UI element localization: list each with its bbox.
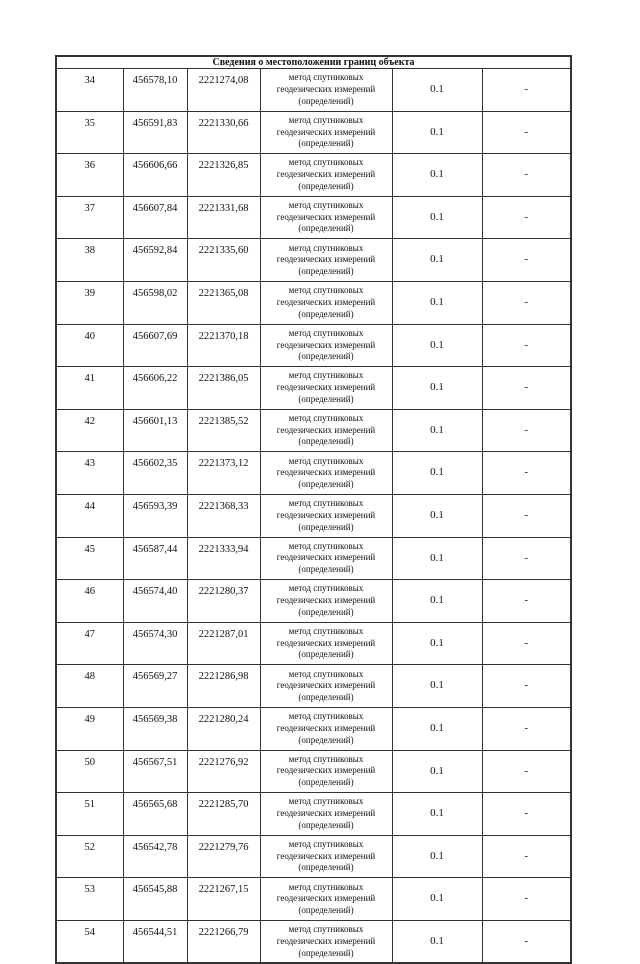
coordinate-x: 456569,27 <box>123 665 187 708</box>
coordinate-x: 456606,22 <box>123 367 187 410</box>
note-value: - <box>482 452 571 495</box>
point-number: 38 <box>56 239 123 282</box>
accuracy-value: 0.1 <box>392 537 482 580</box>
table-row <box>56 367 571 410</box>
method-line-1: метод спутниковых <box>288 242 364 253</box>
note-value: - <box>482 196 571 239</box>
determination-method <box>260 281 392 324</box>
determination-method <box>260 69 392 112</box>
coordinate-y: 2221335,60 <box>187 239 260 282</box>
note-value: - <box>482 154 571 197</box>
method-line-3: (определений) <box>298 777 354 788</box>
table-row <box>56 239 571 282</box>
note-value: - <box>482 239 571 282</box>
note-value: - <box>482 281 571 324</box>
accuracy-value: 0.1 <box>392 154 482 197</box>
method-line-2: геодезических измерений <box>276 169 376 180</box>
determination-method <box>260 622 392 665</box>
accuracy-value: 0.1 <box>392 69 482 112</box>
note-value: - <box>482 111 571 154</box>
note-value: - <box>482 878 571 921</box>
coordinate-y: 2221285,70 <box>187 793 260 836</box>
table-row <box>56 324 571 367</box>
method-line-3: (определений) <box>298 904 354 915</box>
coordinate-x: 456569,38 <box>123 707 187 750</box>
determination-method <box>260 239 392 282</box>
point-number: 42 <box>56 409 123 452</box>
accuracy-value: 0.1 <box>392 111 482 154</box>
method-line-1: метод спутниковых <box>288 455 364 466</box>
determination-method <box>260 537 392 580</box>
coordinate-y: 2221287,01 <box>187 622 260 665</box>
method-line-1: метод спутниковых <box>288 157 364 168</box>
method-line-3: (определений) <box>298 180 354 191</box>
point-number: 43 <box>56 452 123 495</box>
table-row <box>56 793 571 836</box>
accuracy-value: 0.1 <box>392 281 482 324</box>
point-number: 51 <box>56 793 123 836</box>
accuracy-value: 0.1 <box>392 665 482 708</box>
method-line-1: метод спутниковых <box>288 881 364 892</box>
note-value: - <box>482 707 571 750</box>
determination-method <box>260 494 392 537</box>
coordinate-x: 456602,35 <box>123 452 187 495</box>
table-row <box>56 537 571 580</box>
accuracy-value: 0.1 <box>392 324 482 367</box>
determination-method <box>260 367 392 410</box>
method-line-2: геодезических измерений <box>276 296 376 307</box>
method-line-2: геодезических измерений <box>276 211 376 222</box>
point-number: 39 <box>56 281 123 324</box>
method-line-3: (определений) <box>298 95 354 106</box>
method-line-3: (определений) <box>298 393 354 404</box>
method-line-1: метод спутниковых <box>288 114 364 125</box>
note-value: - <box>482 69 571 112</box>
determination-method <box>260 409 392 452</box>
coordinate-x: 456545,88 <box>123 878 187 921</box>
accuracy-value: 0.1 <box>392 622 482 665</box>
coordinate-y: 2221279,76 <box>187 835 260 878</box>
coordinate-y: 2221274,08 <box>187 69 260 112</box>
method-line-2: геодезических измерений <box>276 765 376 776</box>
coordinate-y: 2221267,15 <box>187 878 260 921</box>
method-line-2: геодезических измерений <box>276 509 376 520</box>
point-number: 36 <box>56 154 123 197</box>
method-line-1: метод спутниковых <box>288 370 364 381</box>
note-value: - <box>482 622 571 665</box>
table-row <box>56 707 571 750</box>
method-line-3: (определений) <box>298 819 354 830</box>
method-line-1: метод спутниковых <box>288 327 364 338</box>
table-title-row <box>56 56 571 69</box>
point-number: 34 <box>56 69 123 112</box>
point-number: 50 <box>56 750 123 793</box>
coordinate-x: 456598,02 <box>123 281 187 324</box>
point-number: 47 <box>56 622 123 665</box>
document-page <box>55 55 570 964</box>
method-line-3: (определений) <box>298 521 354 532</box>
determination-method <box>260 707 392 750</box>
coordinate-x: 456601,13 <box>123 409 187 452</box>
coordinate-x: 456574,30 <box>123 622 187 665</box>
coordinate-y: 2221333,94 <box>187 537 260 580</box>
coordinate-y: 2221370,18 <box>187 324 260 367</box>
determination-method <box>260 111 392 154</box>
method-line-3: (определений) <box>298 351 354 362</box>
coordinate-y: 2221365,08 <box>187 281 260 324</box>
table-row <box>56 196 571 239</box>
determination-method <box>260 793 392 836</box>
coordinate-y: 2221373,12 <box>187 452 260 495</box>
coordinate-y: 2221276,92 <box>187 750 260 793</box>
method-line-2: геодезических измерений <box>276 254 376 265</box>
table-row <box>56 452 571 495</box>
table-row <box>56 409 571 452</box>
method-line-3: (определений) <box>298 266 354 277</box>
point-number: 49 <box>56 707 123 750</box>
table-row <box>56 878 571 921</box>
point-number: 46 <box>56 580 123 623</box>
coordinate-x: 456592,84 <box>123 239 187 282</box>
determination-method <box>260 452 392 495</box>
table-row <box>56 154 571 197</box>
table-row <box>56 835 571 878</box>
note-value: - <box>482 665 571 708</box>
point-number: 45 <box>56 537 123 580</box>
coordinate-y: 2221330,66 <box>187 111 260 154</box>
point-number: 41 <box>56 367 123 410</box>
method-line-3: (определений) <box>298 606 354 617</box>
method-line-2: геодезических измерений <box>276 680 376 691</box>
coordinate-x: 456591,83 <box>123 111 187 154</box>
coordinate-y: 2221331,68 <box>187 196 260 239</box>
method-line-1: метод спутниковых <box>288 72 364 83</box>
determination-method <box>260 154 392 197</box>
method-line-1: метод спутниковых <box>288 200 364 211</box>
coordinate-y: 2221266,79 <box>187 920 260 963</box>
method-line-3: (определений) <box>298 862 354 873</box>
determination-method <box>260 324 392 367</box>
method-line-1: метод спутниковых <box>288 285 364 296</box>
coordinate-x: 456587,44 <box>123 537 187 580</box>
note-value: - <box>482 537 571 580</box>
method-line-2: геодезических измерений <box>276 850 376 861</box>
accuracy-value: 0.1 <box>392 920 482 963</box>
note-value: - <box>482 580 571 623</box>
method-line-1: метод спутниковых <box>288 924 364 935</box>
method-line-3: (определений) <box>298 691 354 702</box>
method-line-1: метод спутниковых <box>288 711 364 722</box>
coordinate-y: 2221368,33 <box>187 494 260 537</box>
method-line-2: геодезических измерений <box>276 339 376 350</box>
coordinate-x: 456593,39 <box>123 494 187 537</box>
method-line-3: (определений) <box>298 478 354 489</box>
method-line-1: метод спутниковых <box>288 540 364 551</box>
method-line-2: геодезических измерений <box>276 382 376 393</box>
determination-method <box>260 665 392 708</box>
method-line-2: геодезических измерений <box>276 722 376 733</box>
note-value: - <box>482 409 571 452</box>
coordinate-y: 2221386,05 <box>187 367 260 410</box>
method-line-3: (определений) <box>298 564 354 575</box>
accuracy-value: 0.1 <box>392 750 482 793</box>
accuracy-value: 0.1 <box>392 707 482 750</box>
table-row <box>56 920 571 963</box>
determination-method <box>260 835 392 878</box>
note-value: - <box>482 920 571 963</box>
coordinate-x: 456544,51 <box>123 920 187 963</box>
accuracy-value: 0.1 <box>392 793 482 836</box>
method-line-2: геодезических измерений <box>276 935 376 946</box>
point-number: 54 <box>56 920 123 963</box>
accuracy-value: 0.1 <box>392 878 482 921</box>
method-line-3: (определений) <box>298 223 354 234</box>
method-line-2: геодезических измерений <box>276 126 376 137</box>
table-row <box>56 69 571 112</box>
method-line-2: геодезических измерений <box>276 467 376 478</box>
method-line-2: геодезических измерений <box>276 552 376 563</box>
note-value: - <box>482 750 571 793</box>
method-line-1: метод спутниковых <box>288 412 364 423</box>
method-line-3: (определений) <box>298 436 354 447</box>
note-value: - <box>482 367 571 410</box>
method-line-1: метод спутниковых <box>288 796 364 807</box>
method-line-1: метод спутниковых <box>288 625 364 636</box>
method-line-2: геодезических измерений <box>276 893 376 904</box>
note-value: - <box>482 835 571 878</box>
method-line-3: (определений) <box>298 734 354 745</box>
table-row <box>56 281 571 324</box>
coordinate-y: 2221286,98 <box>187 665 260 708</box>
determination-method <box>260 580 392 623</box>
accuracy-value: 0.1 <box>392 580 482 623</box>
coordinate-x: 456606,66 <box>123 154 187 197</box>
table-row <box>56 580 571 623</box>
method-line-1: метод спутниковых <box>288 583 364 594</box>
accuracy-value: 0.1 <box>392 835 482 878</box>
coordinate-x: 456565,68 <box>123 793 187 836</box>
note-value: - <box>482 494 571 537</box>
method-line-3: (определений) <box>298 649 354 660</box>
table-row <box>56 750 571 793</box>
coordinate-x: 456542,78 <box>123 835 187 878</box>
table-title: Сведения о местоположении границ объекта <box>56 56 571 69</box>
table-row <box>56 494 571 537</box>
accuracy-value: 0.1 <box>392 367 482 410</box>
point-number: 52 <box>56 835 123 878</box>
method-line-2: геодезических измерений <box>276 83 376 94</box>
method-line-1: метод спутниковых <box>288 838 364 849</box>
coordinate-x: 456607,69 <box>123 324 187 367</box>
point-number: 37 <box>56 196 123 239</box>
method-line-3: (определений) <box>298 138 354 149</box>
method-line-1: метод спутниковых <box>288 668 364 679</box>
note-value: - <box>482 793 571 836</box>
table-row <box>56 622 571 665</box>
point-number: 48 <box>56 665 123 708</box>
accuracy-value: 0.1 <box>392 196 482 239</box>
method-line-2: геодезических измерений <box>276 808 376 819</box>
accuracy-value: 0.1 <box>392 409 482 452</box>
coordinate-x: 456567,51 <box>123 750 187 793</box>
determination-method <box>260 750 392 793</box>
method-line-2: геодезических измерений <box>276 637 376 648</box>
point-number: 40 <box>56 324 123 367</box>
method-line-2: геодезических измерений <box>276 595 376 606</box>
method-line-2: геодезических измерений <box>276 424 376 435</box>
table-row <box>56 665 571 708</box>
point-number: 44 <box>56 494 123 537</box>
point-number: 35 <box>56 111 123 154</box>
coordinate-x: 456607,84 <box>123 196 187 239</box>
determination-method <box>260 920 392 963</box>
table-row <box>56 111 571 154</box>
coordinate-y: 2221280,24 <box>187 707 260 750</box>
method-line-1: метод спутниковых <box>288 498 364 509</box>
method-line-1: метод спутниковых <box>288 753 364 764</box>
coordinate-y: 2221280,37 <box>187 580 260 623</box>
accuracy-value: 0.1 <box>392 494 482 537</box>
accuracy-value: 0.1 <box>392 239 482 282</box>
coordinate-x: 456574,40 <box>123 580 187 623</box>
coordinate-y: 2221326,85 <box>187 154 260 197</box>
determination-method <box>260 196 392 239</box>
method-line-3: (определений) <box>298 308 354 319</box>
boundary-coordinates-table <box>55 55 572 964</box>
method-line-3: (определений) <box>298 947 354 958</box>
accuracy-value: 0.1 <box>392 452 482 495</box>
determination-method <box>260 878 392 921</box>
point-number: 53 <box>56 878 123 921</box>
coordinate-x: 456578,10 <box>123 69 187 112</box>
note-value: - <box>482 324 571 367</box>
coordinate-y: 2221385,52 <box>187 409 260 452</box>
